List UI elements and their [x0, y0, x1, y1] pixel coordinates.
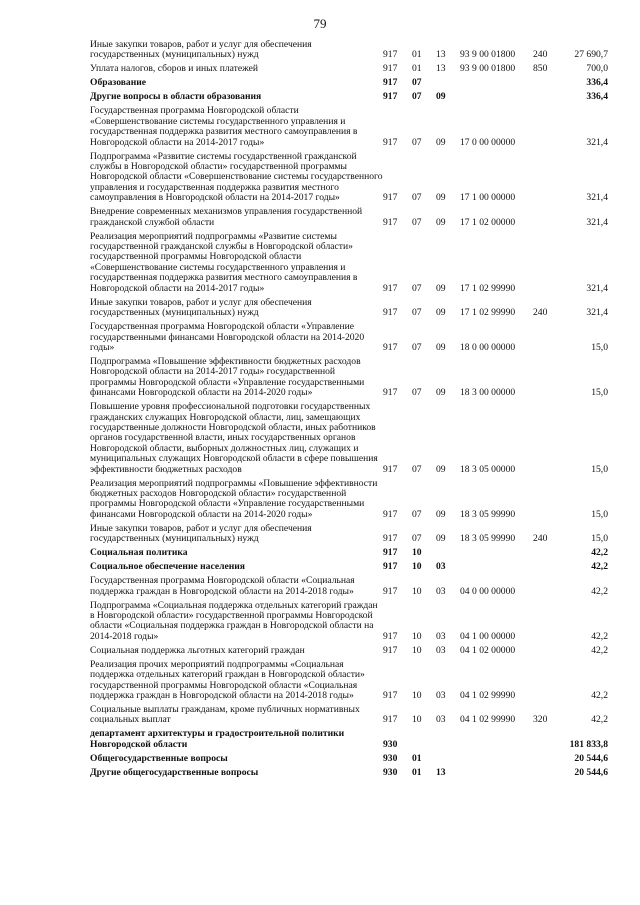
- row-expense-type: 240: [533, 533, 548, 545]
- row-name: Внедрение современных механизмов управления государственной гражданской службой области: [90, 206, 363, 228]
- row-name: Иные закупки товаров, работ и услуг для обеспечения государственных (муниципальных) нужд: [90, 522, 312, 545]
- row-amount: 20 544,6: [574, 766, 608, 778]
- row-expense-type: [533, 562, 559, 576]
- row-target-article: 18 3 05 99990: [460, 533, 516, 545]
- row-expense-type: [533, 106, 559, 151]
- row-subsection: 09: [436, 136, 446, 148]
- row-section: 07: [412, 387, 422, 399]
- row-subsection: [436, 754, 460, 768]
- table-row: [90, 768, 608, 782]
- row-admin-code: 917: [383, 63, 398, 75]
- row-amount: 42,2: [591, 630, 608, 642]
- table-row: [90, 40, 608, 64]
- row-section: 07: [412, 508, 422, 520]
- row-expense-type: [533, 402, 559, 478]
- row-admin-code: 917: [383, 136, 398, 148]
- row-expense-type: [533, 78, 559, 92]
- row-expense-type: 320: [533, 714, 548, 726]
- row-subsection: 13: [436, 766, 446, 778]
- table-row: [90, 548, 608, 562]
- row-expense-type: [533, 754, 559, 768]
- table-row: [90, 705, 608, 729]
- table-row: [90, 524, 608, 548]
- row-section: 07: [412, 463, 422, 475]
- table-row: [90, 92, 608, 106]
- row-name: Общегосударственные вопросы: [90, 752, 228, 764]
- row-target-article: [460, 548, 533, 562]
- row-section: 07: [412, 341, 422, 353]
- row-admin-code: 917: [383, 307, 398, 319]
- row-section: 07: [412, 136, 422, 148]
- row-admin-code: 917: [383, 216, 398, 228]
- row-amount: 336,4: [586, 91, 608, 103]
- row-name: Подпрограмма «Повышение эффективности бюджетных расходов Новгородской области на 2014-2017 годы» государственной программы Новгородской области «Управление государственными финансами Новгородской области на 2014-2020 годы»: [90, 355, 365, 399]
- table-row: [90, 78, 608, 92]
- row-section: [412, 729, 436, 753]
- row-subsection: 09: [436, 282, 446, 294]
- table-row: [90, 322, 608, 357]
- row-name: Реализация прочих мероприятий подпрограммы «Социальная поддержка отдельных категорий граждан в Новгородской области» государственной программы Новгородской области «Социальная поддержка граждан в Новгородской области на 2014-2018 годы»: [90, 658, 365, 702]
- row-name: Повышение уровня профессиональной подготовки государственных гражданских служащих Новгородской области, лиц, замещающих государственные должности Новгородской области, иных работников органов государственной власти, иных государственных органов Новгородской области, выборных должностных лиц, служащих и муниципальных служащих Новгородской области в сфере повышения эффективности бюджетных расходов: [90, 401, 378, 475]
- row-name: Социальное обеспечение населения: [90, 561, 245, 573]
- row-admin-code: 917: [383, 49, 398, 61]
- row-subsection: 09: [436, 508, 446, 520]
- row-expense-type: 850: [533, 63, 548, 75]
- row-subsection: [436, 78, 460, 92]
- row-expense-type: [533, 601, 559, 646]
- row-target-article: 17 1 02 99990: [460, 282, 516, 294]
- row-name: Подпрограмма «Развитие системы государственной гражданской службы в Новгородской области» государственной программы Новгородской области «Совершенствование системы государственного управления и государственная поддержка развития местного самоуправления в Новгородской области на 2014-2017 годы»: [90, 150, 383, 204]
- row-target-article: [460, 562, 533, 576]
- row-subsection: 03: [436, 585, 446, 597]
- row-amount: 321,4: [586, 282, 608, 294]
- row-amount: 42,2: [591, 585, 608, 597]
- row-admin-code: 930: [383, 738, 398, 750]
- row-amount: 15,0: [591, 508, 608, 520]
- row-admin-code: 917: [383, 387, 398, 399]
- row-amount: 42,2: [591, 714, 608, 726]
- table-row: [90, 729, 608, 753]
- row-target-article: 93 9 00 01800: [460, 49, 516, 61]
- row-amount: 15,0: [591, 533, 608, 545]
- row-amount: 15,0: [591, 387, 608, 399]
- row-name: Социальные выплаты гражданам, кроме публичных нормативных социальных выплат: [90, 704, 360, 726]
- row-target-article: 04 1 02 99990: [460, 714, 516, 726]
- row-admin-code: 930: [383, 752, 398, 764]
- table-row: [90, 64, 608, 78]
- row-subsection: [436, 548, 460, 562]
- row-target-article: 17 1 02 00000: [460, 216, 516, 228]
- row-admin-code: 930: [383, 766, 398, 778]
- row-name: Реализация мероприятий подпрограммы «Повышение эффективности бюджетных расходов Новгородской области» государственной программы Новгородской области «Управление государственными финансами Новгородской области на 2014-2020 годы»: [90, 477, 378, 520]
- table-row: [90, 357, 608, 402]
- row-amount: 15,0: [591, 463, 608, 475]
- row-target-article: 17 1 02 99990: [460, 307, 516, 319]
- row-admin-code: 917: [383, 630, 398, 642]
- row-section: 01: [412, 49, 422, 61]
- row-target-article: 18 3 05 99990: [460, 508, 516, 520]
- row-section: 07: [412, 533, 422, 545]
- row-subsection: 09: [436, 341, 446, 353]
- row-subsection: 03: [436, 714, 446, 726]
- row-amount: 42,2: [591, 690, 608, 702]
- row-expense-type: [533, 660, 559, 705]
- row-subsection: 09: [436, 307, 446, 319]
- budget-table-body: [90, 40, 608, 782]
- row-target-article: 17 1 00 00000: [460, 192, 516, 204]
- table-row: [90, 402, 608, 478]
- row-subsection: 03: [436, 644, 446, 656]
- row-amount: 336,4: [586, 77, 608, 89]
- row-name: Государственная программа Новгородской области «Социальная поддержка граждан в Новгородской области на 2014-2018 годы»: [90, 575, 355, 597]
- row-name: Подпрограмма «Социальная поддержка отдельных категорий граждан в Новгородской области» государственной программы Новгородской области «Социальная поддержка граждан в Новгородской области на 2014-2018 годы»: [90, 599, 378, 642]
- table-row: [90, 562, 608, 576]
- row-admin-code: 917: [383, 644, 398, 656]
- row-expense-type: [533, 232, 559, 298]
- row-name: Другие вопросы в области образования: [90, 91, 262, 103]
- row-expense-type: [533, 92, 559, 106]
- row-target-article: [460, 754, 533, 768]
- row-target-article: 18 3 00 00000: [460, 387, 516, 399]
- table-row: [90, 106, 608, 151]
- row-expense-type: [533, 322, 559, 357]
- row-expense-type: [533, 357, 559, 402]
- row-amount: 42,2: [591, 644, 608, 656]
- row-admin-code: 917: [383, 91, 398, 103]
- row-expense-type: [533, 729, 559, 753]
- table-row: [90, 601, 608, 646]
- row-section: 01: [412, 752, 422, 764]
- row-target-article: 04 0 00 00000: [460, 585, 516, 597]
- row-expense-type: [533, 576, 559, 600]
- row-section: 07: [412, 192, 422, 204]
- row-section: 10: [412, 585, 422, 597]
- row-section: 07: [412, 282, 422, 294]
- row-target-article: 18 3 05 00000: [460, 463, 516, 475]
- row-section: 10: [412, 561, 422, 573]
- row-expense-type: [533, 768, 559, 782]
- row-subsection: 09: [436, 533, 446, 545]
- row-name: Государственная программа Новгородской области «Управление государственными финансами Новгородской области на 2014-2020 годы»: [90, 321, 365, 353]
- row-section: 01: [412, 63, 422, 75]
- row-target-article: [460, 729, 533, 753]
- row-name: Социальная политика: [90, 547, 188, 559]
- row-admin-code: 917: [383, 77, 398, 89]
- row-amount: 321,4: [586, 192, 608, 204]
- table-row: [90, 298, 608, 322]
- row-section: 10: [412, 547, 422, 559]
- row-name: Образование: [90, 77, 147, 89]
- row-subsection: [436, 729, 460, 753]
- row-section: 10: [412, 690, 422, 702]
- row-subsection: 09: [436, 192, 446, 204]
- row-amount: 321,4: [586, 307, 608, 319]
- row-expense-type: [533, 646, 559, 660]
- row-subsection: 09: [436, 387, 446, 399]
- row-name: Реализация мероприятий подпрограммы «Развитие системы государственной гражданской службы в Новгородской области» государственной программы Новгородской области «Совершенствование системы государственного управления и государственная поддержка развития местного самоуправления в Новгородской области на 2014-2017 годы»: [90, 230, 358, 294]
- row-expense-type: [533, 548, 559, 562]
- row-section: 07: [412, 91, 422, 103]
- row-admin-code: 917: [383, 341, 398, 353]
- row-admin-code: 917: [383, 561, 398, 573]
- row-amount: 700,0: [586, 63, 608, 75]
- row-amount: 321,4: [586, 136, 608, 148]
- table-row: [90, 576, 608, 600]
- row-amount: 321,4: [586, 216, 608, 228]
- table-row: [90, 232, 608, 298]
- row-amount: 15,0: [591, 341, 608, 353]
- row-target-article: 04 1 02 99990: [460, 690, 516, 702]
- row-name: Другие общегосударственные вопросы: [90, 766, 259, 778]
- row-target-article: 17 0 00 00000: [460, 136, 516, 148]
- row-name: департамент архитектуры и градостроительной политики Новгородской области: [90, 728, 345, 750]
- row-target-article: 04 1 02 00000: [460, 644, 516, 656]
- row-amount: 42,2: [591, 547, 608, 559]
- row-amount: 20 544,6: [574, 752, 608, 764]
- row-target-article: 93 9 00 01800: [460, 63, 516, 75]
- table-row: [90, 152, 608, 208]
- row-admin-code: 917: [383, 533, 398, 545]
- row-section: 07: [412, 307, 422, 319]
- row-name: Государственная программа Новгородской области «Совершенствование системы государственного управления и государственная поддержка развития местного самоуправления в Новгородской области на 2014-2017 годы»: [90, 105, 358, 148]
- row-admin-code: 917: [383, 585, 398, 597]
- row-amount: 181 833,8: [569, 738, 608, 750]
- row-subsection: 09: [436, 216, 446, 228]
- budget-table: [90, 40, 608, 782]
- row-target-article: [460, 92, 533, 106]
- row-amount: 42,2: [591, 561, 608, 573]
- row-subsection: 09: [436, 463, 446, 475]
- row-section: 01: [412, 766, 422, 778]
- table-row: [90, 754, 608, 768]
- table-row: [90, 660, 608, 705]
- row-admin-code: 917: [383, 714, 398, 726]
- row-admin-code: 917: [383, 690, 398, 702]
- row-target-article: [460, 768, 533, 782]
- row-section: 10: [412, 714, 422, 726]
- row-subsection: 03: [436, 690, 446, 702]
- row-section: 10: [412, 630, 422, 642]
- row-name: Иные закупки товаров, работ и услуг для обеспечения государственных (муниципальных) нужд: [90, 39, 312, 61]
- row-target-article: [460, 78, 533, 92]
- row-expense-type: [533, 479, 559, 524]
- row-admin-code: 917: [383, 463, 398, 475]
- row-admin-code: 917: [383, 282, 398, 294]
- table-row: [90, 646, 608, 660]
- row-section: 07: [412, 77, 422, 89]
- row-expense-type: [533, 207, 559, 231]
- table-row: [90, 207, 608, 231]
- row-section: 07: [412, 216, 422, 228]
- row-section: 10: [412, 644, 422, 656]
- row-name: Уплата налогов, сборов и иных платежей: [90, 63, 259, 75]
- row-name: Иные закупки товаров, работ и услуг для обеспечения государственных (муниципальных) нужд: [90, 296, 312, 319]
- row-amount: 27 690,7: [574, 49, 608, 61]
- row-expense-type: 240: [533, 49, 548, 61]
- row-subsection: 13: [436, 49, 446, 61]
- row-admin-code: 917: [383, 508, 398, 520]
- row-admin-code: 917: [383, 192, 398, 204]
- row-expense-type: 240: [533, 307, 548, 319]
- row-subsection: 09: [436, 91, 446, 103]
- row-expense-type: [533, 152, 559, 208]
- row-name: Социальная поддержка льготных категорий граждан: [90, 644, 305, 656]
- row-target-article: 18 0 00 00000: [460, 341, 516, 353]
- page-number: 79: [313, 16, 327, 31]
- row-target-article: 04 1 00 00000: [460, 630, 516, 642]
- row-subsection: 03: [436, 630, 446, 642]
- row-subsection: 13: [436, 63, 446, 75]
- table-row: [90, 479, 608, 524]
- row-admin-code: 917: [383, 547, 398, 559]
- row-subsection: 03: [436, 561, 446, 573]
